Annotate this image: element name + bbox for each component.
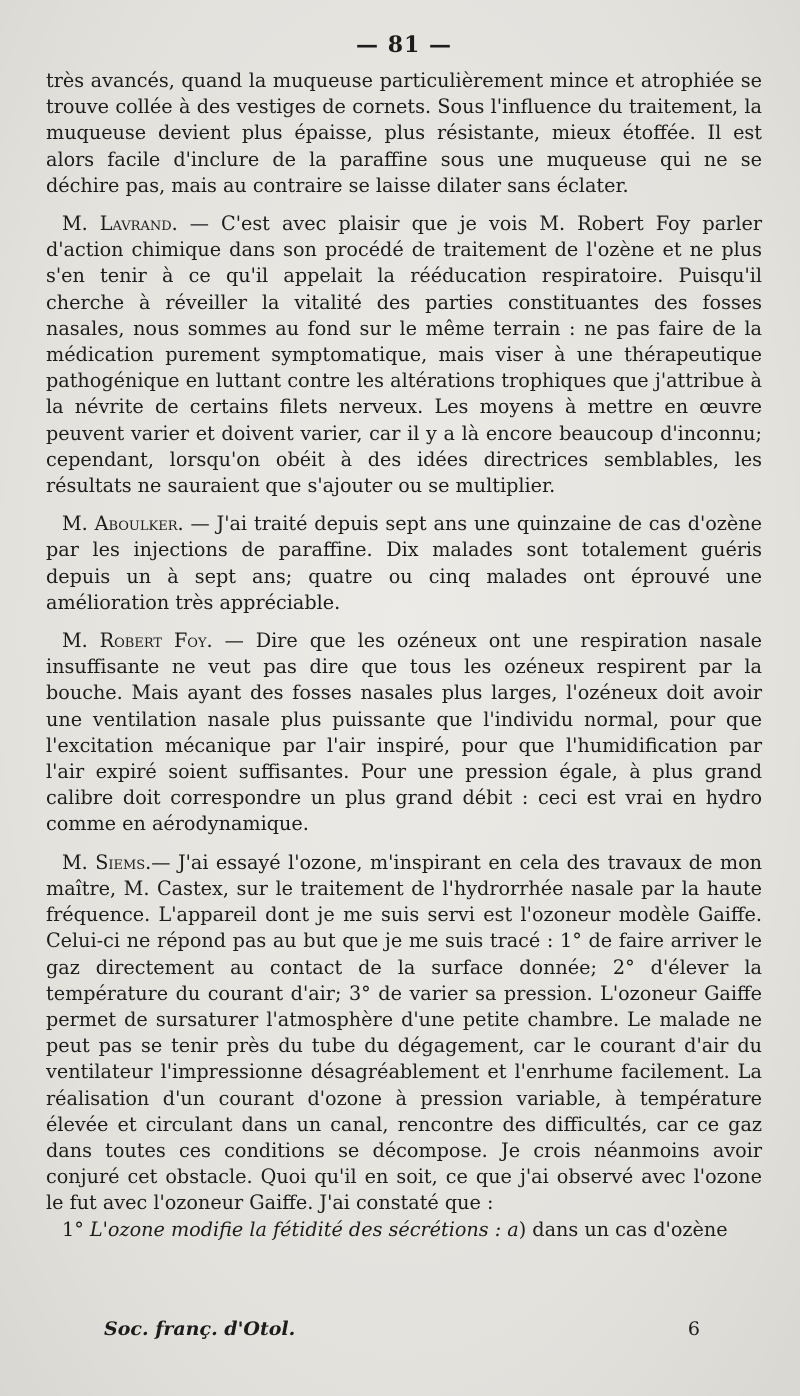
sheet-number: 6 — [687, 1318, 700, 1340]
paragraph-text: — J'ai essayé l'ozone, m'inspirant en cela des travaux de mon maître, M. Castex, sur le traitement de l'hydrorrhée nasale par la haute fréquence. L'appareil dont je me suis servi est l'ozoneur modèle Gaiffe. Celui-ci ne répond pas au but que je me suis tracé : 1° de faire arriver le gaz directement au contact de la surface donnée; 2° d'élever la température du courant d'air; 3° de varier sa pression. L'ozoneur Gaiffe permet de sursaturer l'atmosphère d'une petite chambre. Le malade ne peut pas se tenir près du tube du dégagement, car le courant d'air du ventilateur l'impressionne désagréablement et l'enrhume facilement. La réalisation d'un courant d'ozone à pression variable, à température élevée et circulant dans un canal, rencontre des difficultés, car ce gaz dans toutes ces conditions se décompose. Je crois néanmoins avoir conjuré cet obstacle. Quoi qu'il en soit, ce que j'ai observé avec l'ozone le fut avec l'ozoneur Gaiffe. J'ai constaté que : — [46, 850, 762, 1215]
paragraph-text: — Dire que les ozéneux ont une respiration nasale insuffisante ne veut pas dire que tous les ozéneux respirent par la bouche. Mais ayant des fosses nasales plus larges, l'ozéneux doit avoir une ventilation nasale plus puissante que l'individu normal, pour que l'excitation mécanique par l'air inspiré, pour que l'humidification par l'air expiré soient suffisantes. Pour une pression égale, à plus grand calibre doit correspondre un plus grand débit : ceci est vrai en hydro comme en aérodynamique. — [46, 629, 762, 836]
paragraph-text: — C'est avec plaisir que je vois M. Robert Foy parler d'action chimique dans son procédé de traitement de l'ozène et ne plus s'en tenir à ce qu'il appelait la rééducation respiratoire. Puisqu'il cherche à réveiller la vitalité des parties constituantes des fosses nasales, nous sommes au fond sur le même terrain : ne pas faire de la médication purement symptomatique, mais viser à une thérapeutique pathogénique en luttant contre les altérations trophiques que j'attribue à la névrite de certains filets nerveux. Les moyens à mettre en œuvre peuvent varier et doivent varier, car il y a là encore beaucoup d'inconnu; cependant, lorsqu'on obéit à des idées directrices semblables, les résultats ne sauraient que s'ajouter ou se multiplier. — [46, 212, 762, 498]
paragraph-continuation: très avancés, quand la muqueuse particulièrement mince et atrophiée se trouve collée à des vestiges de cornets. Sous l'influence du traitement, la muqueuse devient plus épaisse, plus résistante, mieux étoffée. Il est alors facile d'inclure de la paraffine sous une muqueuse qui ne se déchire pas, mais au contraire se laisse dilater sans éclater. — [46, 69, 762, 197]
paragraph-list-item — [46, 1217, 762, 1243]
list-number: 1° — [62, 1217, 90, 1241]
speaker-name: M. Robert Foy. — [62, 629, 213, 653]
paragraph-text: ) dans un cas d'ozène — [518, 1217, 728, 1241]
paragraph-aboulker — [46, 511, 762, 616]
paragraph-siems — [46, 850, 762, 1217]
page-footer — [104, 1318, 700, 1340]
paragraph-lavrand — [46, 211, 762, 499]
journal-signature: Soc. franç. d'Otol. — [104, 1318, 296, 1340]
speaker-name: M. Aboulker. — [62, 512, 184, 536]
speaker-name: M. Lavrand. — [62, 212, 178, 236]
paragraph-text: — J'ai traité depuis sept ans une quinzaine de cas d'ozène par les injections de paraffine. Dix malades sont totalement guéris depuis un à sept ans; quatre ou cinq malades ont éprouvé une amélioration très appréciable. — [46, 512, 762, 614]
page-number: — 81 — — [356, 32, 452, 58]
speaker-name: M. Siems. — [62, 850, 152, 874]
italic-heading: L'ozone modifie la fétidité des sécrétions : a — [89, 1217, 519, 1241]
paragraph-robert-foy — [46, 628, 762, 838]
